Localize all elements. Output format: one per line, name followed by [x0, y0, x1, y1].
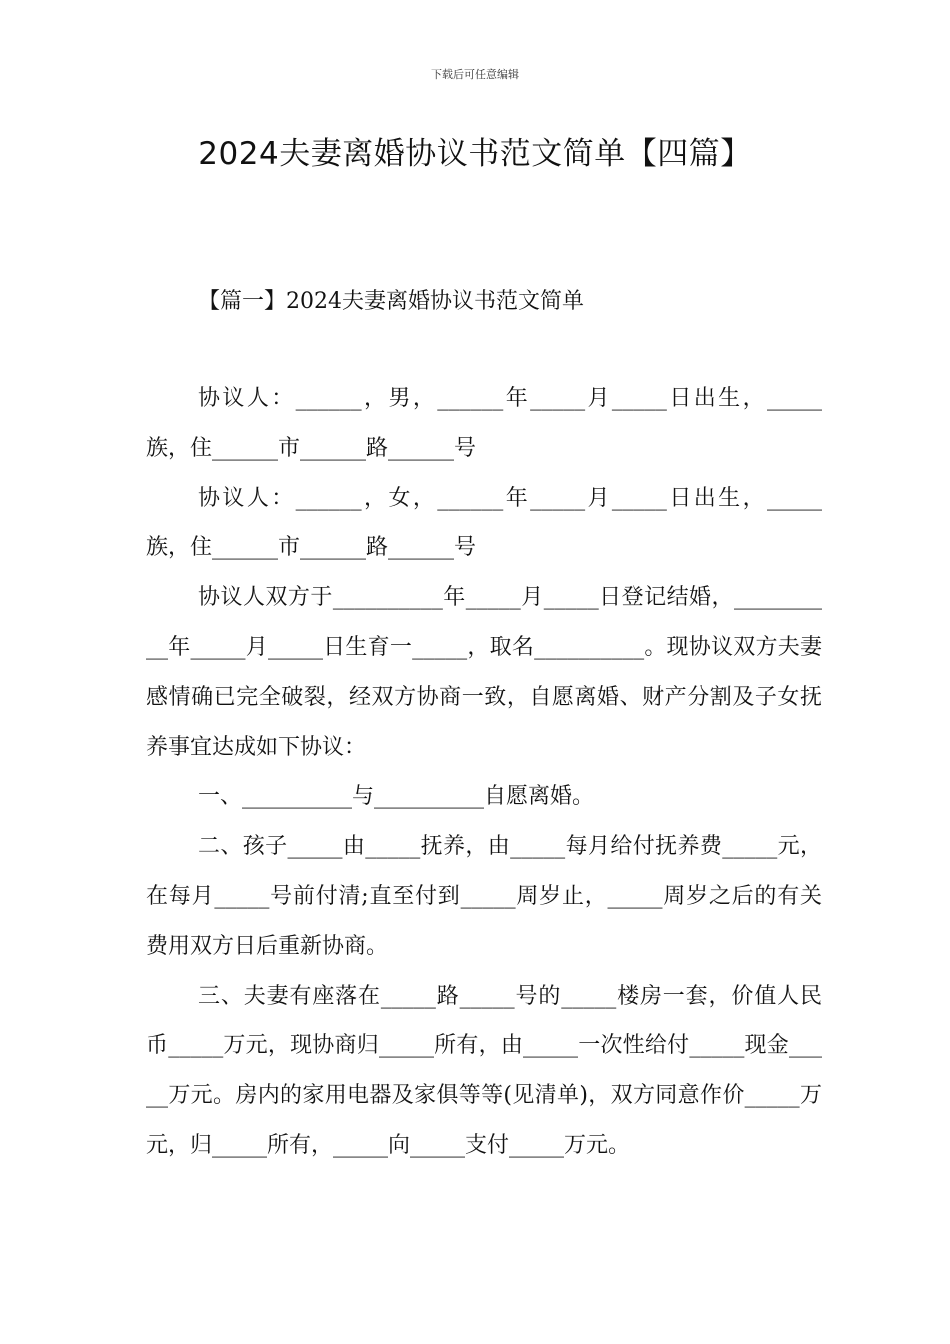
header-note: 下载后可任意编辑	[431, 68, 519, 81]
paragraph-clause-2: 二、孩子_____由_____抚养，由_____每月给付抚养费_____元，在每月_____号前付清;直至付到_____周岁止，_____周岁之后的有关费用双方日后重新协商。	[146, 834, 822, 959]
document-title: 2024夫妻离婚协议书范文简单【四篇】	[198, 136, 752, 172]
paragraph-party-female: 协议人：______，女，______年_____月_____日出生，_____族，住______市______路______号	[146, 485, 822, 561]
paragraph-party-male: 协议人：______，男，______年_____月_____日出生，_____族，住______市______路______号	[146, 386, 822, 461]
paragraph-marriage-info: 协议人双方于__________年_____月_____日登记结婚，__________年_____月_____日生育一_____，取名__________。现协议双方夫妻感情确已完全破裂，经双方协商一致，自愿离婚、财产分割及子女抚养事宜达成如下协议：	[146, 585, 822, 760]
document-body	[146, 374, 822, 1171]
paragraph-clause-3: 三、夫妻有座落在_____路_____号的_____楼房一套，价值人民币_____万元，现协商归_____所有，由_____一次性给付_____现金_____万元。房内的家用电器及家俱等等(见清单)，双方同意作价_____万元，归_____所有，_____向_____支付_____万元。	[146, 983, 822, 1158]
section-heading: 【篇一】2024夫妻离婚协议书范文简单	[198, 289, 584, 314]
paragraph-clause-1: 一、__________与__________自愿离婚。	[198, 784, 595, 810]
